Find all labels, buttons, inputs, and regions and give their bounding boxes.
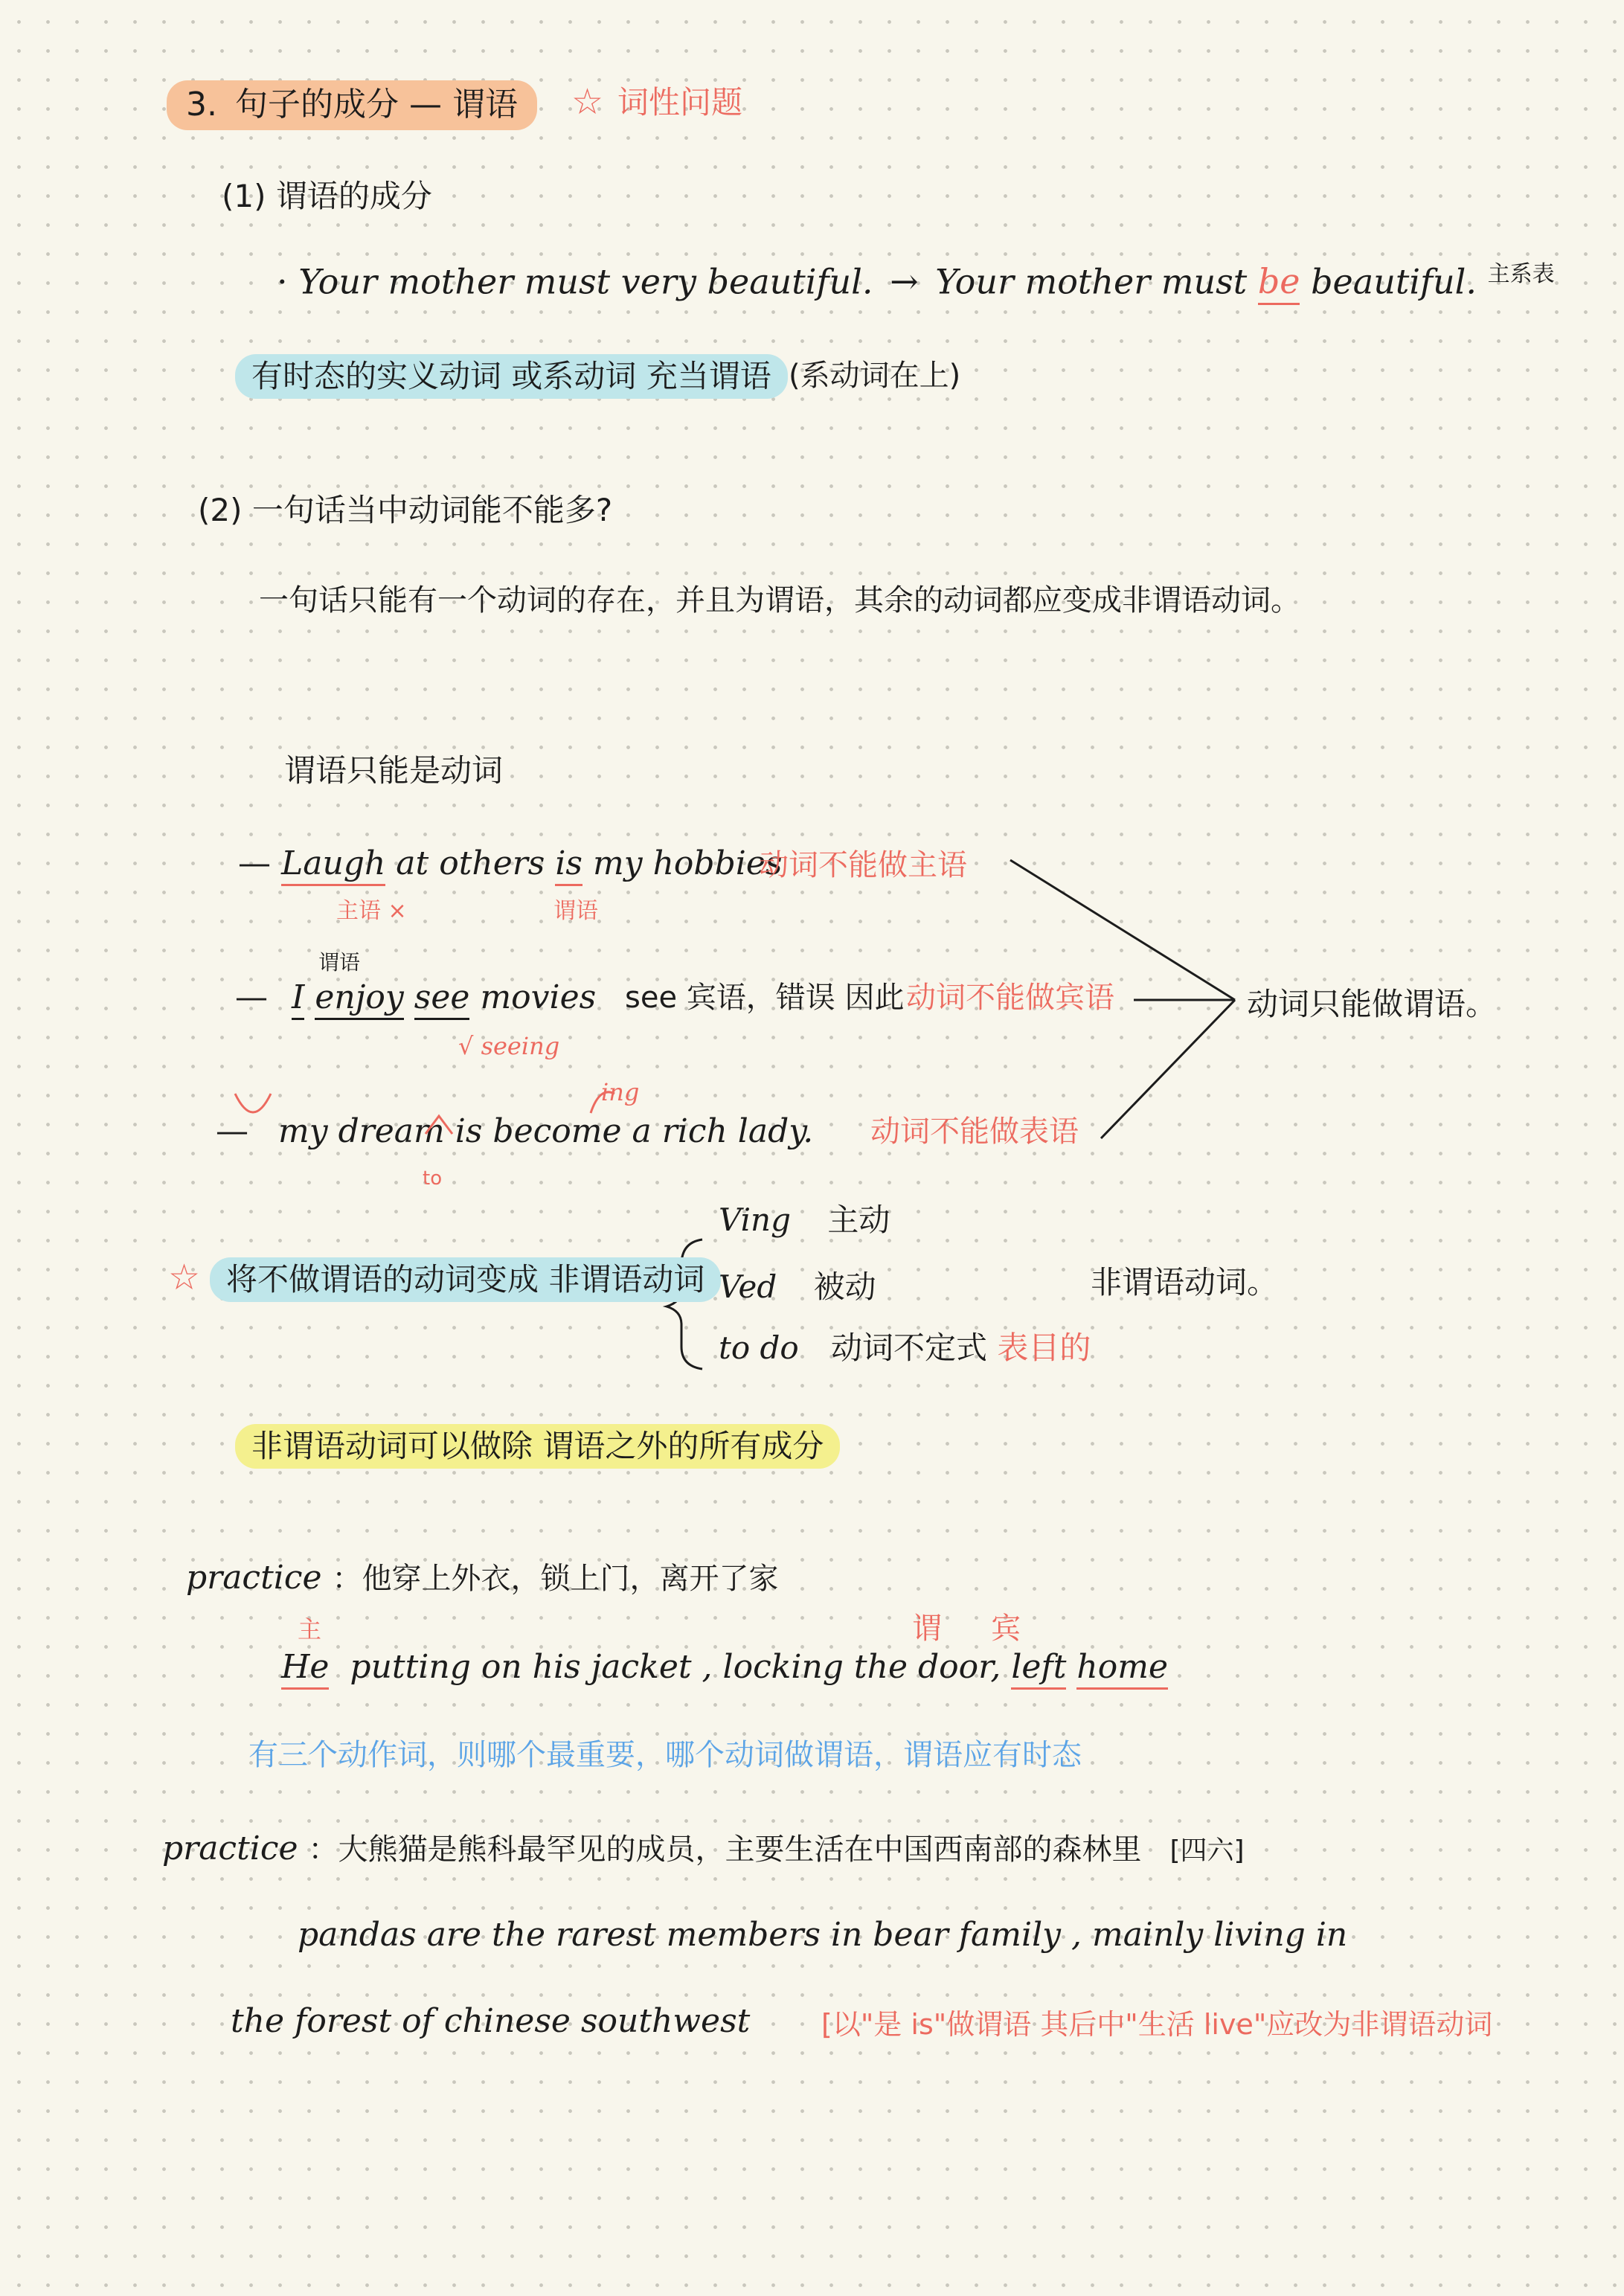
example3-rest: a rich lady.: [632, 1112, 814, 1150]
heading-number: 3.: [186, 86, 217, 124]
example2-correction: √ seeing: [458, 1032, 560, 1060]
example2-note: 动词不能做宾语: [906, 981, 1114, 1015]
bullet-dot: ·: [277, 261, 299, 302]
example1-middle: at others: [396, 844, 545, 882]
practice2-line: [162, 1830, 1245, 1868]
section1-example-right-post: beautiful.: [1311, 261, 1477, 302]
arrow-icon: →: [890, 261, 919, 302]
section3-highlight: 将不做谓语的动词变成 非谓语动词: [210, 1257, 721, 1302]
form-row-ving: [719, 1202, 890, 1238]
practice1-answer: [281, 1649, 1168, 1687]
practice2-label: practice: [162, 1830, 298, 1867]
section1-title: (1) 谓语的成分: [222, 178, 432, 214]
practice2-answer-line1: pandas are the rarest members in bear family , mainly living in: [298, 1916, 1348, 1954]
example2-explain: see 宾语，错误 因此: [625, 981, 905, 1015]
heading-note: 词性问题: [617, 84, 743, 121]
example2-pre: I: [292, 978, 304, 1020]
example3-verb: is become: [455, 1112, 622, 1150]
section1-example-right-be: be: [1258, 261, 1300, 305]
practice1-answer-middle: putting on his jacket , locking the door,: [350, 1648, 1001, 1686]
example1-rest: my hobbies: [593, 844, 783, 882]
example1-note: 动词不能做主语: [759, 848, 967, 882]
example3-pre: my dream: [278, 1112, 445, 1150]
practice1-line: [186, 1559, 779, 1597]
example2-label-verb: 谓语: [318, 950, 361, 975]
practice2-tag: [四六]: [1169, 1835, 1245, 1866]
example2-rest: movies: [480, 978, 597, 1016]
form-row-todo: [719, 1330, 1091, 1366]
section1-paren-note: (系动词在上): [789, 359, 961, 393]
example2-dash: —: [235, 978, 268, 1016]
form-todo-meaning: 动词不定式: [831, 1330, 988, 1366]
form-ving-meaning: 主动: [827, 1202, 890, 1238]
practice1-mark-obj: 宾: [991, 1612, 1021, 1646]
example3-note: 动词不能做表语: [870, 1115, 1079, 1149]
conclusion: 动词只能做谓语。: [1247, 986, 1498, 1022]
example1-verb: is: [555, 844, 582, 886]
example2-verb: enjoy: [315, 978, 403, 1020]
form-todo-extra: 表目的: [997, 1330, 1091, 1366]
section3-yellow-note: 非谓语动词可以做除 谓语之外的所有成分: [235, 1424, 840, 1469]
practice1-blue-note: 有三个动作词，则哪个最重要，哪个动词做谓语，谓语应有时态: [248, 1738, 1082, 1772]
practice2-prompt: ：大熊猫是熊科最罕见的成员，主要生活在中国西南部的森林里: [308, 1832, 1142, 1867]
section2-rule: 一句话只能有一个动词的存在，并且为谓语，其余的动词都应变成非谓语动词。: [259, 583, 1300, 618]
example1-label-verb: 谓语: [553, 898, 598, 924]
section1-example-right-pre: Your mother must: [935, 261, 1248, 302]
example1-label-subject: 主语 ×: [336, 898, 407, 924]
form-row-ved: [719, 1269, 876, 1305]
practice1-label: practice: [186, 1559, 322, 1597]
practice1-mark-subject: 主: [298, 1615, 322, 1644]
star-icon: ☆: [571, 81, 604, 123]
section1-example-tag: 主系表: [1487, 261, 1555, 287]
section1-example-wrong: · Your mother must very beautiful. → Your mother must be beautiful. $^{主系表}$: [277, 262, 1555, 301]
star-icon: ☆: [168, 1257, 201, 1298]
form-ving: Ving: [719, 1202, 791, 1238]
example2-obj: see: [414, 978, 470, 1020]
form-ved: Ved: [719, 1269, 777, 1305]
example3-insert-below: to: [423, 1167, 443, 1190]
section3-label: 非谓语动词。: [1091, 1264, 1279, 1301]
form-ved-meaning: 被动: [813, 1269, 876, 1305]
example3-dash: —: [216, 1112, 248, 1150]
section1-highlight-note: 有时态的实义动词 或系动词 充当谓语: [235, 354, 788, 399]
section2-title: (2) 一句话当中动词能不能多?: [198, 492, 613, 528]
heading-title: 句子的成分 — 谓语: [234, 86, 518, 124]
practice1-answer-verb: left: [1011, 1648, 1066, 1690]
practice1-prompt: ：他穿上外衣，锁上门，离开了家: [332, 1562, 779, 1596]
example1-subject: Laugh: [281, 844, 385, 886]
example3-insert-above: ing: [601, 1078, 640, 1106]
practice2-answer-line2: the forest of chinese southwest: [231, 2002, 751, 2040]
form-todo: to do: [719, 1330, 799, 1366]
section2-subtitle: 谓语只能是动词: [284, 752, 504, 789]
practice1-answer-subject: He: [281, 1648, 329, 1690]
practice1-mark-verb: 谓: [912, 1612, 942, 1646]
example1-dash: —: [238, 844, 271, 882]
practice1-answer-obj: home: [1076, 1648, 1168, 1690]
practice2-red-note: [以"是 is"做谓语 其后中"生活 live"应改为非谓语动词: [821, 2008, 1493, 2041]
